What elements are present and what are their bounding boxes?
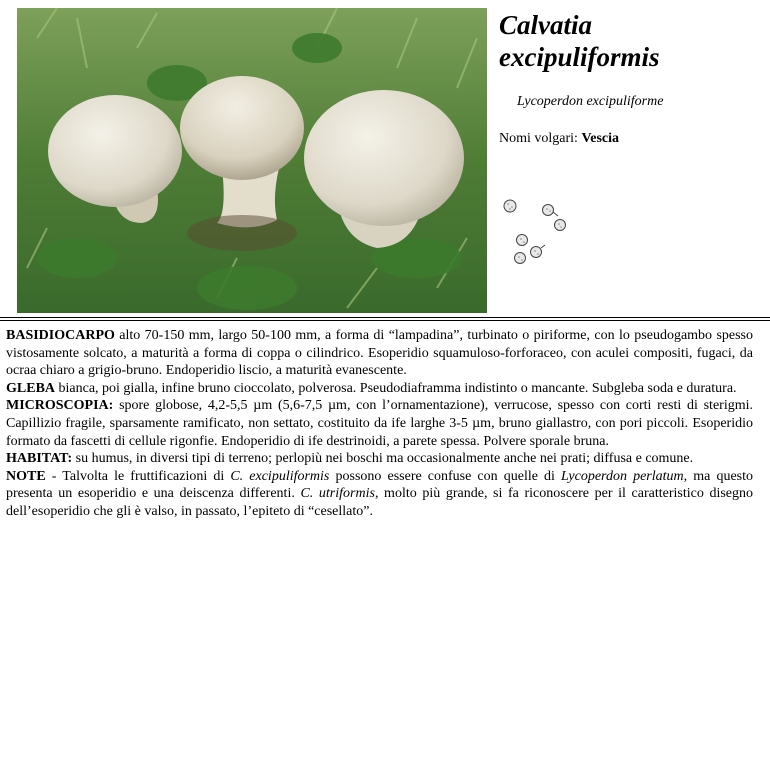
species-name: C. utriformis bbox=[300, 486, 375, 502]
section-note bbox=[6, 468, 753, 521]
species-title bbox=[499, 9, 764, 73]
section-text: bianca, poi gialla, infine bruno cioccolato, polverosa. Pseudodiaframma indistinto o mancante. Subgleba soda e duratura. bbox=[55, 380, 737, 396]
section-microscopia bbox=[6, 397, 753, 450]
title-epithet: excipuliformis bbox=[499, 42, 660, 72]
section-text: possono essere confuse con quelle di bbox=[329, 468, 562, 484]
divider-bottom bbox=[0, 320, 770, 321]
section-text: su humus, in diversi tipi di terreno; perlopiù nei boschi ma occasionalmente anche nei prati; diffusa e comune. bbox=[72, 451, 694, 467]
common-names-value: Vescia bbox=[581, 131, 620, 146]
section-gleba bbox=[6, 380, 753, 398]
section-label: HABITAT: bbox=[6, 451, 73, 467]
puffball-mushrooms-photo bbox=[17, 8, 487, 313]
spore-illustration bbox=[498, 192, 578, 272]
section-text: - Talvolta le fruttificazioni di bbox=[45, 468, 231, 484]
common-names-label: Nomi volgari: bbox=[499, 131, 578, 146]
synonym: Lycoperdon excipuliforme bbox=[517, 94, 664, 109]
species-name: Lycoperdon perlatum bbox=[561, 468, 684, 484]
section-text: , molto più grande, si fa riconoscere per il caratteristico disegno dell’esoperidio che gli è valso, in passato, l’epiteto di “cesellato”. bbox=[6, 486, 753, 519]
description-body bbox=[6, 327, 753, 521]
section-text: spore globose, 4,2-5,5 µm (5,6-7,5 µm, con l’ornamentazione), verrucose, spesso con corti resti di sterigmi. Capillizio fragile, sparsamente ramificato, non settato, costituito da ife larghe 3-5 µm, bruno giallastro, con pori piccoli. Esoperidio formato da fascetti di cellule rigonfie. Endoperidio di ife destrinoidi, a parete spessa. Polvere sporale bruna. bbox=[6, 398, 753, 449]
section-text: , ma questo presenta un esoperidio e una deiscenza differenti. bbox=[6, 468, 753, 502]
common-names bbox=[499, 131, 619, 147]
section-basidiocarpo bbox=[6, 327, 753, 380]
title-genus: Calvatia bbox=[499, 10, 592, 40]
section-text: alto 70-150 mm, largo 50-100 mm, a forma di “lampadina”, turbinato o piriforme, con lo pseudogambo spesso vistosamente solcato, a maturità a forma di coppa o cilindrico. Esoperidio squamuloso-forforaceo, con aculei compositi, fugaci, da ocraa chiaro a grigio-bruno. Endoperidio liscio, a maturità evanescente. bbox=[6, 328, 753, 379]
section-label: NOTE bbox=[6, 468, 46, 484]
divider-top bbox=[0, 317, 770, 318]
section-habitat bbox=[6, 450, 753, 468]
section-label: BASIDIOCARPO bbox=[6, 328, 115, 343]
species-name: C. excipuliformis bbox=[230, 468, 330, 484]
section-label: MICROSCOPIA: bbox=[6, 398, 114, 414]
section-label: GLEBA bbox=[6, 380, 56, 396]
